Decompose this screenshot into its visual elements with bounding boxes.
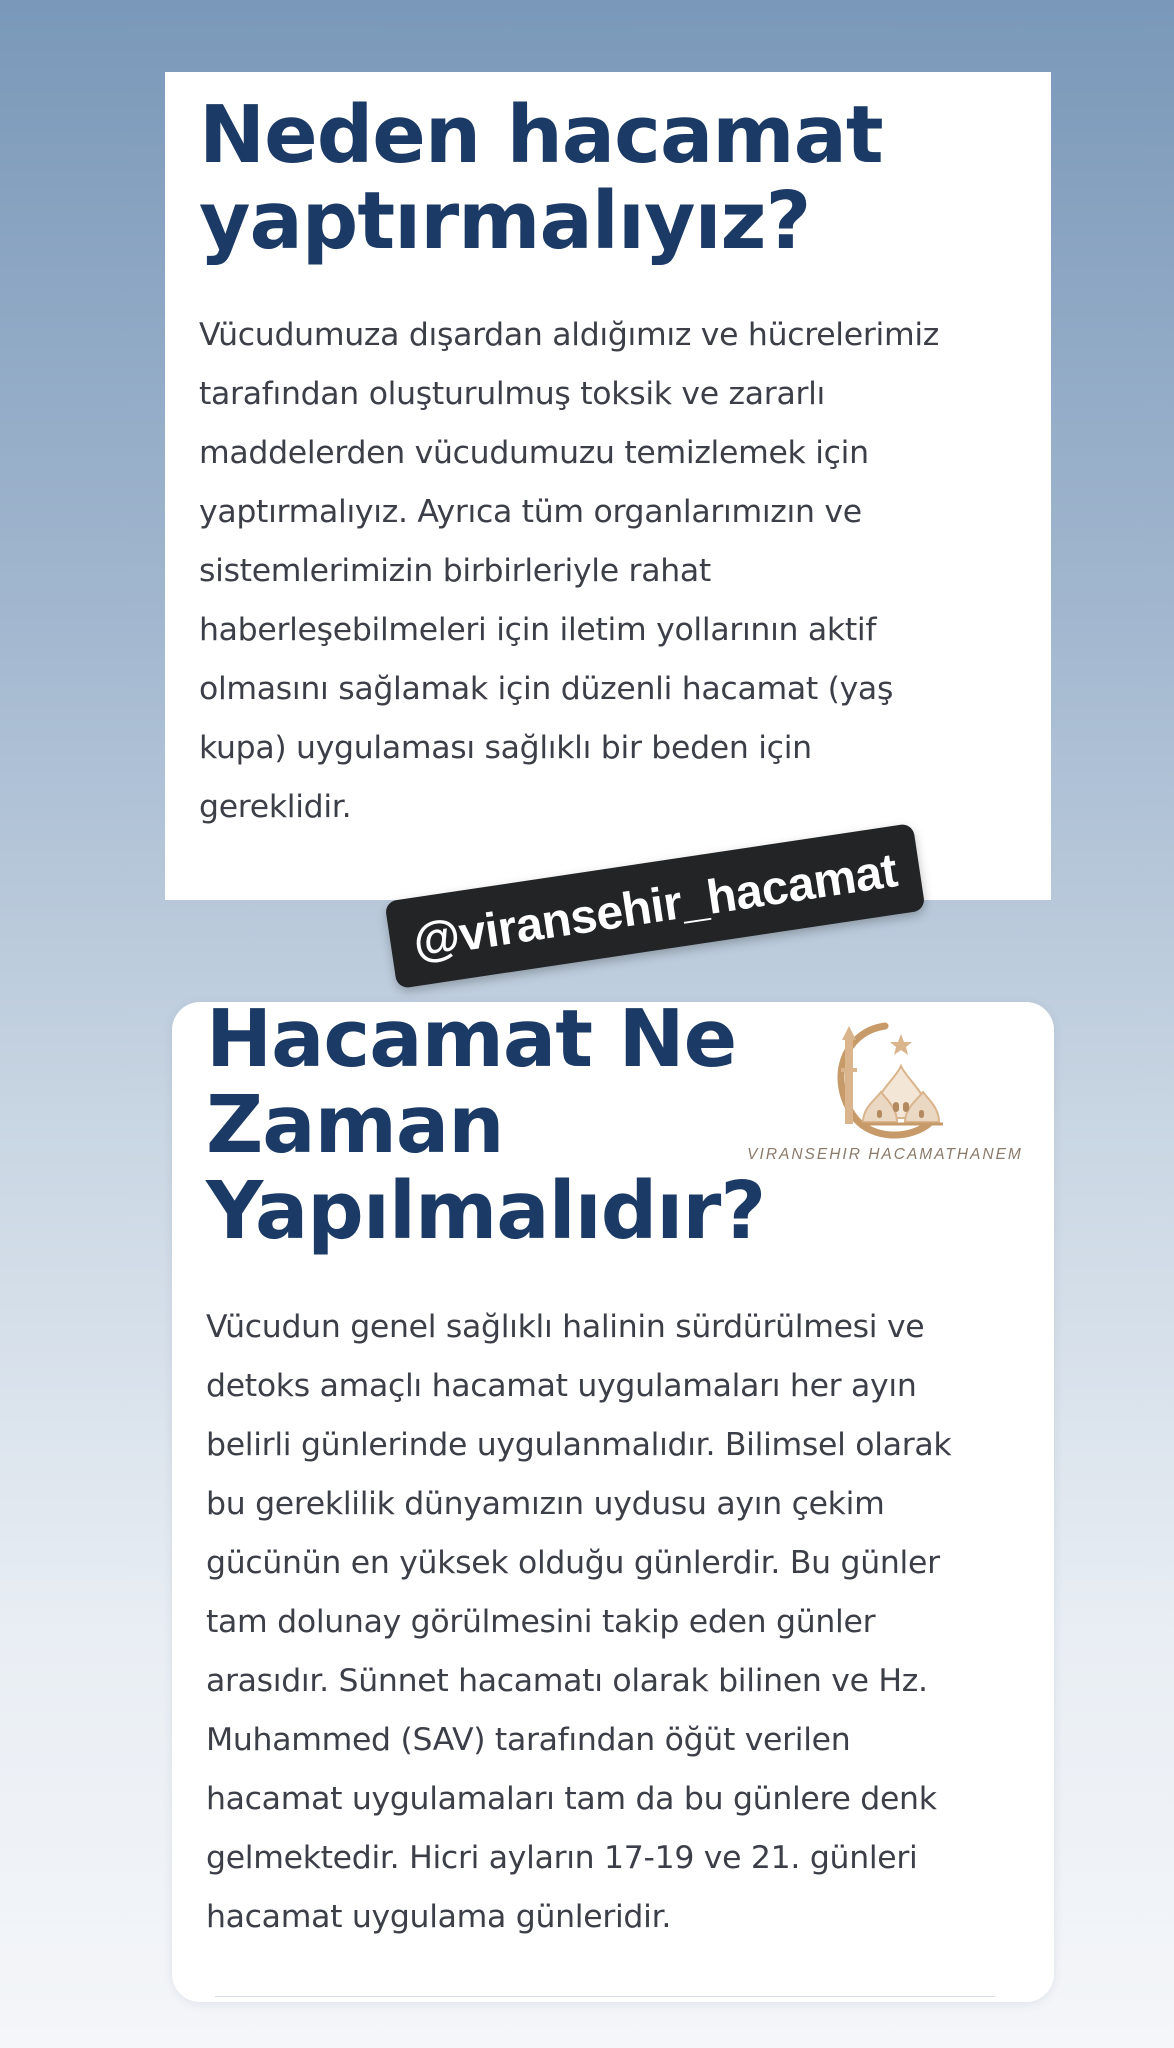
mosque-cupping-icon	[815, 1018, 955, 1142]
paragraph-line: hacamat uygulama günleridir.	[206, 1899, 672, 1935]
card-neden-hacamat	[165, 72, 1051, 900]
instagram-handle-text: @viransehir_hacamat	[409, 843, 901, 969]
paragraph-line: Muhammed (SAV) tarafından öğüt verilen	[206, 1722, 851, 1758]
viransehir-hacamathanem-logo	[735, 1018, 1035, 1168]
paragraph-line: gücünün en yüksek olduğu günlerdir. Bu günler	[206, 1545, 940, 1581]
paragraph-line: maddelerden vücudumuzu temizlemek için	[199, 435, 869, 471]
logo-text: VIRANSEHIR HACAMATHANEM	[747, 1146, 1023, 1163]
paragraph-line: detoks amaçlı hacamat uygulamaları her ayın	[206, 1368, 917, 1404]
paragraph-line: arasıdır. Sünnet hacamatı olarak bilinen ve Hz.	[206, 1663, 928, 1699]
paragraph-line: olmasını sağlamak için düzenli hacamat (yaş	[199, 671, 894, 707]
bottom-divider	[215, 1996, 995, 1997]
paragraph-line: Vücudun genel sağlıklı halinin sürdürülmesi ve	[206, 1309, 925, 1345]
paragraph-line: tarafından oluşturulmuş toksik ve zararlı	[199, 376, 826, 412]
paragraph-line: gelmektedir. Hicri ayların 17-19 ve 21. günleri	[206, 1840, 918, 1876]
section2-paragraph	[206, 1298, 1014, 1947]
paragraph-line: sistemlerimizin birbirleriyle rahat	[199, 553, 711, 589]
paragraph-line: gereklidir.	[199, 789, 352, 825]
section1-paragraph	[199, 306, 1011, 837]
paragraph-line: belirli günlerinde uygulanmalıdır. Bilimsel olarak	[206, 1427, 952, 1463]
paragraph-line: Vücudumuza dışardan aldığımız ve hücrelerimiz	[199, 317, 940, 353]
paragraph-line: yaptırmalıyız. Ayrıca tüm organlarımızın ve	[199, 494, 862, 530]
section1-title	[199, 72, 1011, 267]
section2-title-line1: Hacamat Ne	[206, 993, 737, 1085]
paragraph-line: haberleşebilmeleri için iletim yollarının aktif	[199, 612, 877, 648]
paragraph-line: hacamat uygulamaları tam da bu günlere denk	[206, 1781, 937, 1817]
paragraph-line: kupa) uygulaması sağlıklı bir beden için	[199, 730, 812, 766]
section2-title-line2: Zaman	[206, 1079, 504, 1171]
paragraph-line: bu gereklilik dünyamızın uydusu ayın çekim	[206, 1486, 885, 1522]
section2-title-line3: Yapılmalıdır?	[206, 1165, 766, 1257]
section2-title	[206, 993, 806, 1257]
paragraph-line: tam dolunay görülmesini takip eden günler	[206, 1604, 876, 1640]
section1-title-line2: yaptırmalıyız?	[199, 175, 811, 267]
section1-title-line1: Neden hacamat	[199, 89, 883, 181]
